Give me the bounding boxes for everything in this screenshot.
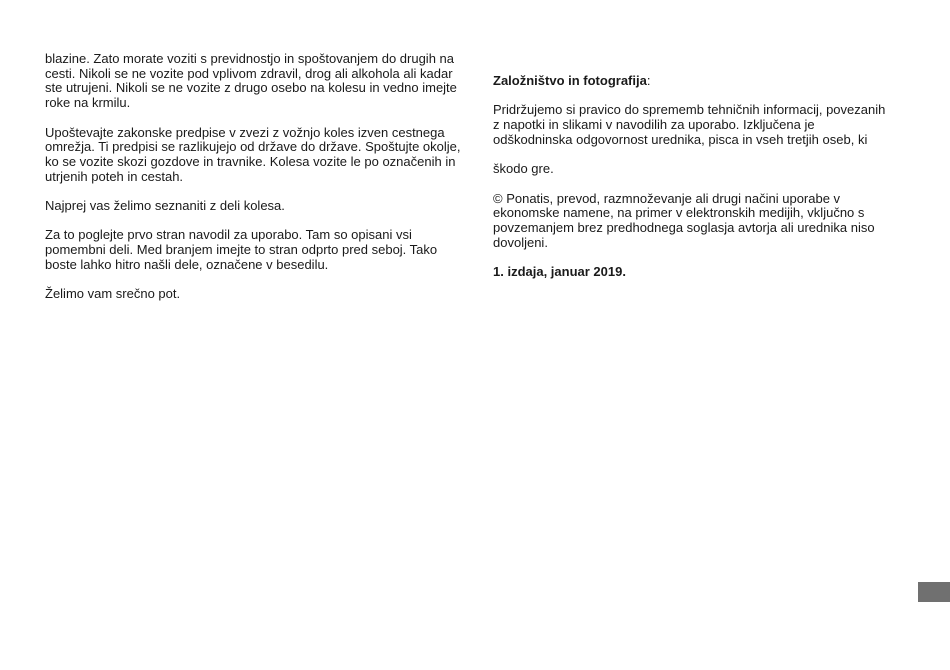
disclaimer-continuation: škodo gre. [493,161,554,177]
first-page-paragraph: Za to poglejte prvo stran navodil za uporabo. Tam so opisani vsi pomembni deli. Med branjem imejte to stran odprto pred seboj. Tako boste lahko hitro našli dele, označene v besedilu. [45,227,438,272]
publisher-heading-colon: : [646,73,651,88]
disclaimer-paragraph: Pridržujemo si pravico do sprememb tehničnih informacij, povezanih z napotki in slikami v navodilih za uporabo. Izključena je odškodninska odgovornost urednika, pisca in vseh tretjih oseb, ki [493,102,886,147]
left-column [45,52,463,317]
page-edge-tab [918,582,950,602]
copyright-paragraph: © Ponatis, prevod, razmnoževanje ali drugi načini uporabe v ekonomske namene, na primer v elektronskih medijih, vključno s povzemanjem brez predhodnega soglasja avtorja ali urednika niso dovoljeni. [493,190,875,250]
right-column [493,52,893,280]
column-spacer [493,52,893,74]
edition-line: 1. izdaja, januar 2019. [493,264,626,280]
publisher-heading-text: Založništvo in fotografija [493,73,647,88]
publisher-heading [493,74,893,89]
regulations-paragraph: Upoštevajte zakonske predpise v zvezi z vožnjo koles izven cestnega omrežja. Ti predpisi se razlikujejo od države do države. Spoštujte okolje, ko se vozite skozi gozdove in travnike. Kolesa vozite le po označenih in utrjenih poteh in cestah. [45,124,461,184]
farewell-paragraph: Želimo vam srečno pot. [45,286,181,302]
safety-paragraph: blazine. Zato morate voziti s previdnostjo in spoštovanjem do drugih na cesti. Nikoli se ne vozite pod vplivom zdravil, drog ali alkohola ali kadar ste utrujeni. Nikoli se ne vozite z drugo osebo na kolesu in vedno imejte roke na krmilu. [45,51,457,111]
intro-parts-paragraph: Najprej vas želimo seznaniti z deli kolesa. [45,198,285,213]
